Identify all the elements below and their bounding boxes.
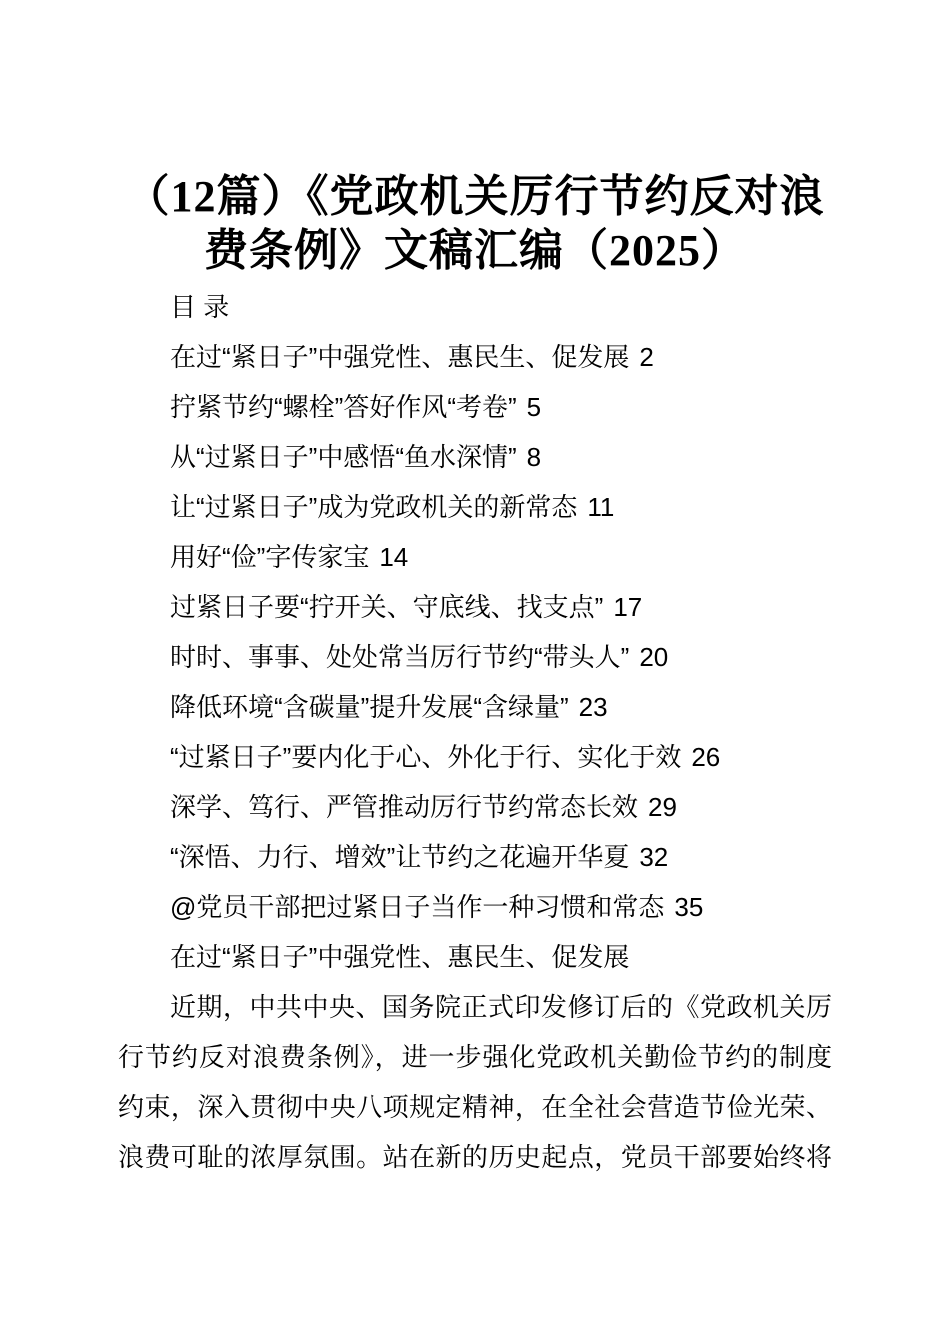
toc-item-page: 17: [613, 592, 643, 622]
toc-item-page: 20: [639, 642, 669, 672]
body-paragraph-line: 约束，深入贯彻中央八项规定精神，在全社会营造节俭光荣、: [118, 1092, 832, 1122]
toc-item: [118, 382, 832, 432]
toc-item: [118, 532, 832, 582]
toc-item-title: @党员干部把过紧日子当作一种习惯和常态: [170, 892, 665, 922]
toc-item: [118, 732, 832, 782]
toc-item-page: 5: [526, 392, 542, 422]
toc-item: [118, 882, 832, 932]
toc-item-title: 让“过紧日子”成为党政机关的新常态: [170, 492, 578, 522]
toc-item-title: 从“过紧日子”中感悟“鱼水深情”: [170, 442, 517, 472]
document-title-line-1: （12篇）《党政机关厉行节约反对浪: [125, 172, 825, 221]
toc-item-page: 35: [674, 892, 704, 922]
toc-item-page: 32: [639, 842, 669, 872]
toc-item-page: 2: [639, 342, 654, 372]
body-paragraph-line: 浪费可耻的浓厚氛围。站在新的历史起点，党员干部要始终将: [118, 1142, 832, 1172]
body-paragraph-line: 行节约反对浪费条例》，进一步强化党政机关勤俭节约的制度: [118, 1042, 832, 1072]
toc-item: [118, 782, 832, 832]
toc-item-title: “深悟、力行、增效”让节约之花遍开华夏: [170, 842, 630, 872]
document-content: [118, 282, 832, 1182]
toc-item-title: 降低环境“含碳量”提升发展“含绿量”: [170, 692, 569, 722]
toc-item-page: 26: [691, 742, 721, 772]
toc-item: [118, 332, 832, 382]
toc-item-page: 29: [648, 792, 677, 822]
toc-item-title: 时时、事事、处处常当厉行节约“带头人”: [170, 642, 630, 672]
document-title: [118, 0, 832, 278]
toc-item: [118, 482, 832, 532]
toc-item-title: 在过“紧日子”中强党性、惠民生、促发展: [170, 342, 630, 372]
toc-item-page: 23: [578, 692, 608, 722]
toc-item-title: 拧紧节约“螺栓”答好作风“考卷”: [170, 392, 517, 422]
toc-item-page: 11: [587, 492, 615, 522]
section-title: 在过“紧日子”中强党性、惠民生、促发展: [170, 942, 630, 972]
toc-item: [118, 682, 832, 732]
document-title-line-2: 费条例》文稿汇编（2025）: [204, 226, 746, 275]
toc-item: [118, 582, 832, 632]
toc-item: [118, 432, 832, 482]
body-paragraph-line: 近期，中共中央、国务院正式印发修订后的《党政机关厉: [170, 992, 832, 1022]
toc-item-page: 8: [526, 442, 542, 472]
toc-item-title: “过紧日子”要内化于心、外化于行、实化于效: [170, 742, 682, 772]
toc-item-title: 深学、笃行、严管推动厉行节约常态长效: [170, 792, 639, 822]
toc-item: [118, 832, 832, 882]
toc-item-title: 过紧日子要“拧开关、守底线、找支点”: [170, 592, 604, 622]
toc-item-page: 14: [379, 542, 409, 572]
toc-item: [118, 632, 832, 682]
toc-heading: 目 录: [170, 292, 230, 322]
toc-item-title: 用好“俭”字传家宝: [170, 542, 370, 572]
